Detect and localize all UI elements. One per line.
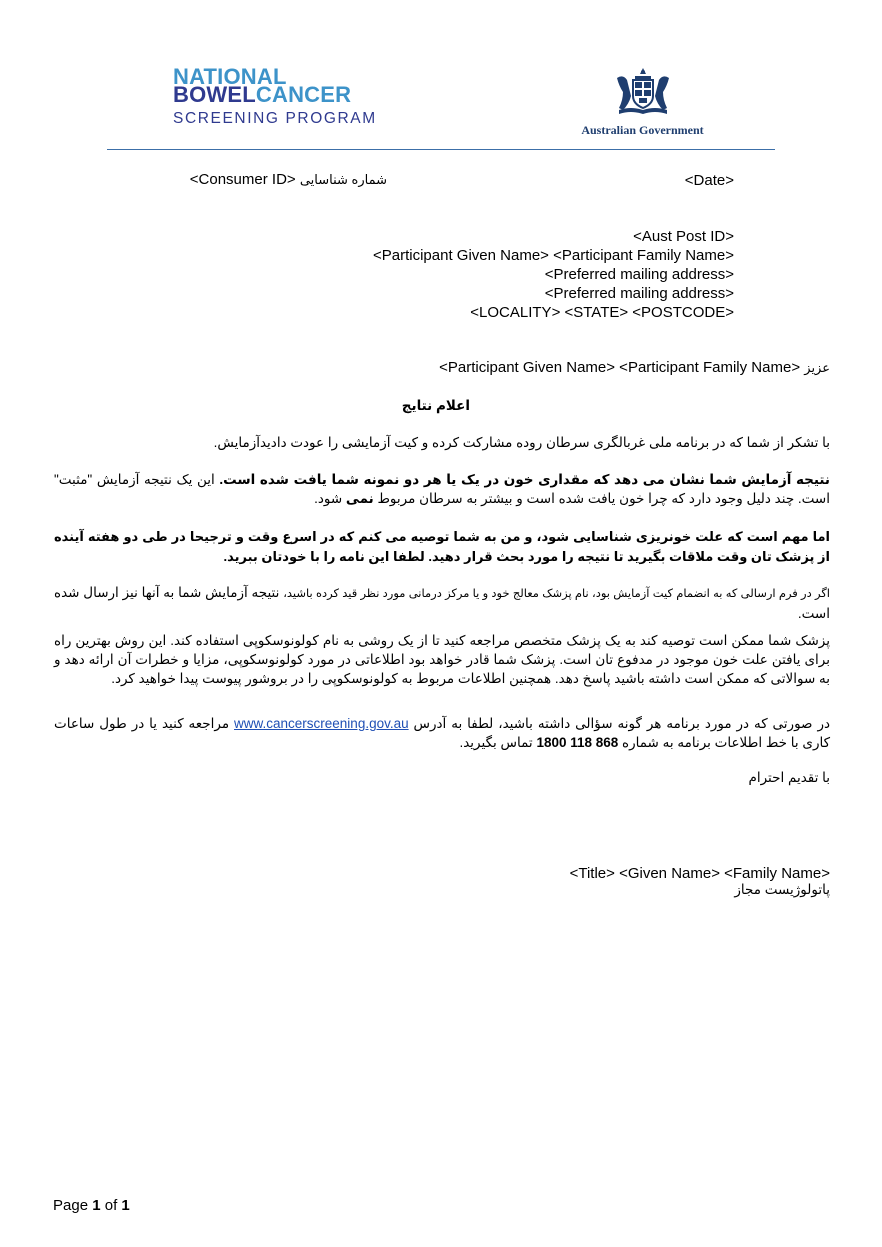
paragraph-thanks: با تشکر از شما که در برنامه ملی غربالگری سرطان روده مشارکت کرده و کیت آزمایشی را عودت دادیدآزمایش.: [213, 435, 830, 450]
nbcsp-logo-line2: [173, 82, 383, 107]
nbcsp-logo-bowel: BOWEL: [173, 82, 256, 107]
result-bold-text: نتیجه آزمایش شما نشان می دهد که مقداری خون در یک یا هر دو نمونه شما یافت شده است.: [219, 472, 830, 487]
mailing-address-2: <Preferred mailing address>: [544, 285, 734, 302]
paragraph-advice: اما مهم است که علت خونریزی شناسایی شود، و من به شما توصیه می کنم که در اسرع وقت و ترجیحا در طی دو هفته آینده از پزشک تان وقت ملاقات بگیرید تا نتیجه را مورد بحث قرار دهید. لطفا این نامه را با خودتان ببرید.: [54, 529, 830, 564]
nbcsp-logo-line3: SCREENING PROGRAM: [173, 110, 377, 127]
copy-sent-small-text: اگر در فرم ارسالی که به انضمام کیت آزمایش بود، نام پزشک معالج خود و یا مرکز درمانی مورد نظر قید کرده باشید،: [283, 588, 830, 600]
consumer-id: [190, 171, 387, 188]
header-divider: [107, 149, 775, 150]
paragraph-contact: [54, 714, 830, 752]
infoline-phone: 1800 118 868: [536, 735, 619, 750]
aust-post-id: <Aust Post ID>: [633, 228, 734, 245]
page-label: Page: [53, 1197, 89, 1214]
salutation-word: عزیز: [804, 360, 830, 375]
copy-sent-text: نتیجه آزمایش شما به آنها نیز ارسال شده است.: [54, 585, 830, 621]
result-bold-word: نمی: [345, 491, 374, 506]
contact-text-2: مراجعه کنید یا در طول ساعات کاری با خط اطلاعات برنامه به شماره: [54, 716, 830, 750]
signatory-name: <Title> <Given Name> <Family Name>: [569, 865, 830, 882]
locality-state-postcode: <LOCALITY> <STATE> <POSTCODE>: [470, 304, 734, 321]
consumer-id-value: <Consumer ID>: [189, 171, 296, 188]
consumer-id-label: شماره شناسایی: [299, 172, 387, 187]
contact-text-1: در صورتی که در مورد برنامه هر گونه سؤالی داشته باشید، لطفا به آدرس: [408, 716, 830, 731]
letter-subject: اعلام نتایج: [401, 398, 470, 413]
page-number: [53, 1197, 130, 1214]
mailing-address-1: <Preferred mailing address>: [544, 266, 734, 283]
nbcsp-logo: [173, 64, 383, 134]
paragraph-result: [54, 470, 830, 508]
salutation-name: <Participant Given Name> <Participant Family Name>: [439, 359, 801, 376]
signatory-role: پاتولوژیست مجاز: [734, 882, 830, 897]
page-total: 1: [121, 1197, 130, 1214]
paragraph-colonoscopy: پزشک شما ممکن است توصیه کند به یک پزشک متخصص مراجعه کنید تا از یک روشی به نام کولونوسکوپی استفاده کند. این روش بهترین راه برای یافتن علت خون موجود در مدفوع تان است. پزشک شما قادر خواهد بود اطلاعاتی در مورد کولونوسکوپی، مزایا و خطرات آن ارائه دهد و به سوالاتی که ممکن است داشته باشید پاسخ دهد. همچنین اطلاعات مربوط به کولونوسکوپی را در بروشور پیوست پیدا خواهید کرد.: [54, 633, 830, 686]
australian-government-logo: [570, 66, 715, 136]
salutation: [439, 359, 830, 376]
letter-date: <Date>: [684, 172, 734, 189]
page-current: 1: [92, 1197, 101, 1214]
website-link[interactable]: www.cancerscreening.gov.au: [234, 716, 409, 731]
page-of-label: of: [104, 1197, 118, 1214]
result-text: این یک نتیجه آزمایش "مثبت" است. چند دلیل وجود دارد که چرا خون یافت شده است و بیشتر به سرطان مربوط: [54, 472, 830, 506]
participant-name: <Participant Given Name> <Participant Family Name>: [373, 247, 734, 264]
result-text-end: شود.: [314, 491, 346, 506]
contact-text-3: تماس بگیرید.: [459, 735, 537, 750]
closing: با تقدیم احترام: [748, 770, 830, 785]
coat-of-arms-icon: [611, 66, 675, 116]
paragraph-copy-sent: [54, 583, 830, 623]
government-logo-text: Australian Government: [581, 123, 704, 137]
nbcsp-logo-cancer: CANCER: [255, 82, 352, 107]
nbcsp-logo-line1: NATIONAL: [173, 64, 287, 89]
